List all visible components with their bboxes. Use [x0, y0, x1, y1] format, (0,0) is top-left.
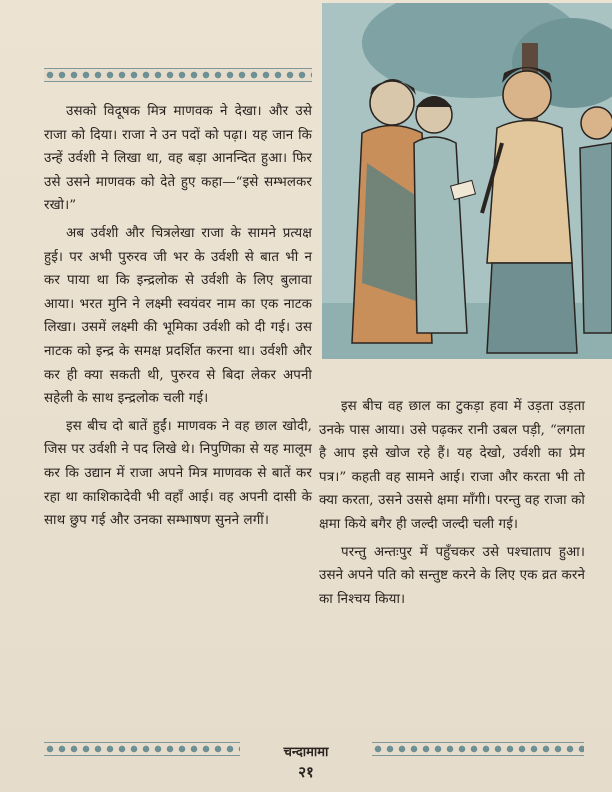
paragraph: इस बीच वह छाल का टुकड़ा हवा में उड़ता उड़ता उनके पास आया। उसे पढ़कर रानी उबल पड़ी, “लगता है आप इसे खोज रहे हैं। यह देखो, उर्वशी का प्रेम पत्र।” कहती वह सामने आई। राजा और करता भी तो क्या करता, उसने उससे क्षमा माँगी। परन्तु वह राजा को क्षमा किये बगैर ही जल्दी जल्दी चली गई। [319, 399, 585, 532]
paragraph: परन्तु अन्तःपुर में पहुँचकर उसे पश्चाताप हुआ। उसने अपने पति को सन्तुष्ट करने के लिए एक व्रत करने का निश्चय किया। [319, 544, 585, 607]
paragraph: उसको विदूषक मित्र माणवक ने देखा। और उसे राजा को दिया। राजा ने उन पदों को पढ़ा। यह जान कि उन्हें उर्वशी ने लिखा था, वह बड़ा आनन्दित हुआ। फिर उसे उसने माणवक को देते हुए कहा—“इसे सम्भलकर रखो।” [44, 104, 312, 214]
page-number: २१ [298, 763, 314, 781]
left-text-column [44, 100, 312, 533]
story-illustration [322, 3, 612, 359]
top-decorative-border [44, 68, 312, 82]
illustration-drawing [322, 3, 612, 359]
right-text-column [319, 395, 585, 611]
magazine-title: चन्दामामा [283, 745, 329, 760]
paragraph: इस बीच दो बातें हुईं। माणवक ने वह छाल खोदी, जिस पर उर्वशी ने पद लिखे थे। निपुणिका से यह मालूम कर कि उद्यान में राजा अपने मित्र माणवक से बातें कर रहा था काशिकादेवी भी वहाँ आई। वह अपनी दासी के साथ छुप गई और उनका सम्भाषण सुनने लगीं। [44, 418, 312, 529]
paragraph: अब उर्वशी और चित्रलेखा राजा के सामने प्रत्यक्ष हुई। पर अभी पुरुरव जी भर के उर्वशी से बात भी न कर पाया था कि इन्द्रलोक से उर्वशी के लिए बुलावा आया। भरत मुनि ने लक्ष्मी स्वयंवर नाम का एक नाटक लिखा। उसमें लक्ष्मी की भूमिका उर्वशी को दी गई। उस नाटक को इन्द्र के समक्ष प्रदर्शित करना था। उर्वशी और कर ही क्या सकती थी, पुरुरव से बिदा लेकर अपनी सहेली के साथ इन्द्रलोक चली गई। [44, 225, 312, 407]
